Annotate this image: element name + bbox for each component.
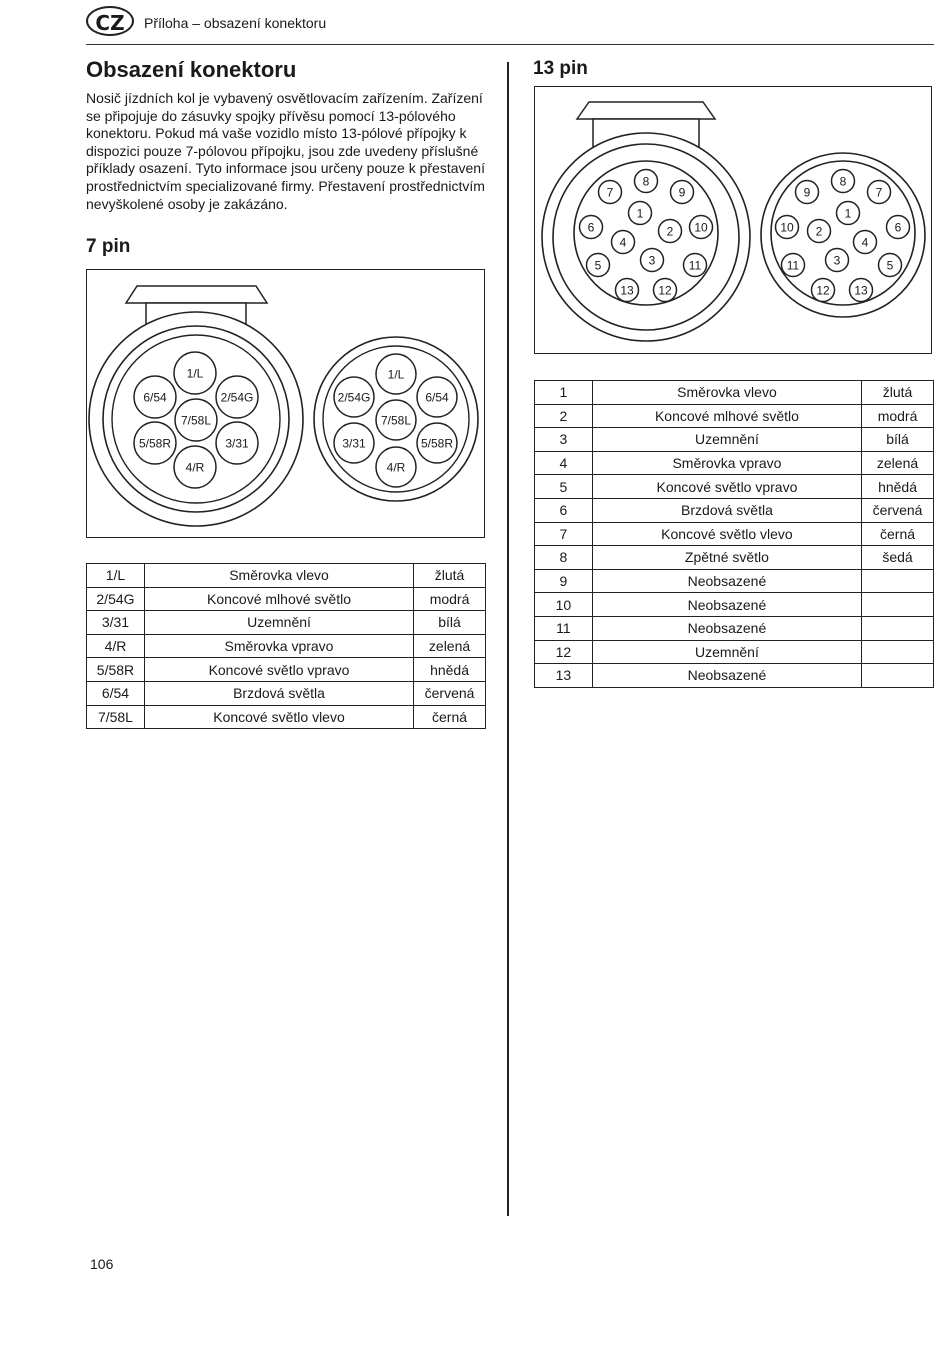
pin-contact [796, 181, 819, 204]
pin-contact [175, 399, 217, 441]
pin-contact [635, 170, 658, 193]
pin-label: 8 [642, 174, 650, 189]
cell-pin: 8 [535, 546, 593, 570]
pin-label: 13 [620, 283, 634, 298]
table-row [535, 475, 934, 499]
pin-contact [854, 231, 877, 254]
cell-color: hnědá [414, 658, 486, 682]
pin-contact [832, 170, 855, 193]
cell-color [862, 569, 934, 593]
cell-pin: 11 [535, 616, 593, 640]
cell-color [862, 640, 934, 664]
cell-function: Koncové světlo vpravo [592, 475, 861, 499]
pin-label: 2/54G [220, 390, 254, 405]
pin-contact [868, 181, 891, 204]
cell-pin: 13 [535, 664, 593, 688]
cell-function: Uzemnění [592, 428, 861, 452]
pin-label: 5/58R [420, 436, 454, 451]
table-row [535, 664, 934, 688]
cell-function: Uzemnění [144, 611, 413, 635]
pin-contact [684, 254, 707, 277]
table-row [535, 546, 934, 570]
pin-label: 3/31 [342, 436, 366, 451]
intro-paragraph: Nosič jízdních kol je vybavený osvětlovacím zařízením. Zařízení se připojuje do zásuvky spojky přívěsu pomocí 13-pólového konektoru. Pokud má vaše vozidlo místo 13-pólové přípojky k dispozici pouze 7-pólovou přípojku, jsou zde uvedeny příslušné příklady osazení. Tyto informace jsou určeny pouze k přestavení prostřednictvím specializované firmy. Přestavení prostřednictvím nevyškolené osoby je zakázáno. [86, 90, 485, 212]
pin-contact [376, 400, 416, 440]
pin-contact [616, 279, 639, 302]
page-number: 106 [90, 1256, 114, 1272]
pin-label: 7/58L [180, 413, 212, 428]
diagram-7pin [86, 269, 485, 538]
pin-label: 3 [833, 253, 841, 268]
table-row [87, 564, 486, 588]
pin-label: 4/R [185, 460, 205, 475]
pin-label: 7 [875, 185, 883, 200]
pin-contact [808, 220, 831, 243]
cell-pin: 1/L [87, 564, 145, 588]
cell-function: Koncové světlo vlevo [144, 705, 413, 729]
column-divider [507, 62, 509, 1216]
pin-label: 10 [780, 220, 794, 235]
cell-pin: 2/54G [87, 587, 145, 611]
cell-pin: 2 [535, 404, 593, 428]
diagram-7pin-svg [87, 270, 486, 539]
cell-color: modrá [862, 404, 934, 428]
cell-function: Brzdová světla [592, 498, 861, 522]
cell-pin: 3 [535, 428, 593, 452]
cell-color: žlutá [862, 381, 934, 405]
table-row [535, 522, 934, 546]
table-row [87, 587, 486, 611]
cell-function: Směrovka vpravo [592, 451, 861, 475]
heading-13pin: 13 pin [533, 58, 588, 79]
socket-7pin-right [314, 337, 478, 501]
cell-function: Neobsazené [592, 569, 861, 593]
table-row [535, 451, 934, 475]
cell-function: Směrovka vpravo [144, 634, 413, 658]
cell-color [862, 593, 934, 617]
cell-color: černá [862, 522, 934, 546]
language-badge: CZ [86, 6, 134, 36]
pin-label: 7/58L [380, 413, 412, 428]
pin-label: 9 [803, 185, 811, 200]
cell-pin: 6/54 [87, 681, 145, 705]
pin-label: 1/L [186, 366, 204, 381]
pin-label: 4 [619, 235, 627, 250]
pin-contact [776, 216, 799, 239]
pin-contact [629, 202, 652, 225]
pin-label: 11 [786, 258, 800, 273]
pin-contact [887, 216, 910, 239]
cell-pin: 9 [535, 569, 593, 593]
pin-contact [174, 446, 216, 488]
cell-color: bílá [414, 611, 486, 635]
table-row [535, 381, 934, 405]
pin-label: 6 [587, 220, 595, 235]
pin-label: 1/L [387, 367, 405, 382]
pin-label: 9 [678, 185, 686, 200]
table-row [87, 705, 486, 729]
table-row [535, 640, 934, 664]
pin-label: 2 [815, 224, 823, 239]
cell-function: Směrovka vlevo [592, 381, 861, 405]
table-row [87, 658, 486, 682]
cell-function: Koncové mlhové světlo [592, 404, 861, 428]
pin-label: 12 [816, 283, 830, 298]
cell-pin: 10 [535, 593, 593, 617]
cell-color: zelená [414, 634, 486, 658]
cell-function: Neobsazené [592, 664, 861, 688]
cell-pin: 6 [535, 498, 593, 522]
cell-pin: 5 [535, 475, 593, 499]
section-title: Obsazení konektoru [86, 57, 297, 82]
pin-contact [334, 423, 374, 463]
cell-color: černá [414, 705, 486, 729]
pin-label: 13 [854, 283, 868, 298]
pin-label: 6/54 [143, 390, 167, 405]
pin-label: 1 [844, 206, 852, 221]
diagram-13pin-svg [535, 87, 933, 355]
pin-label: 7 [606, 185, 614, 200]
pin-label: 11 [688, 258, 702, 273]
pin-contact [417, 423, 457, 463]
cell-pin: 7 [535, 522, 593, 546]
pin-contact [134, 422, 176, 464]
pin-label: 5 [594, 258, 602, 273]
table-row [87, 611, 486, 635]
pin-contact [782, 254, 805, 277]
socket-7pin-left [89, 286, 303, 526]
pin-label: 1 [636, 206, 644, 221]
page-header [86, 6, 934, 45]
pin-label: 4 [861, 235, 869, 250]
pin-contact [612, 231, 635, 254]
table-row [535, 404, 934, 428]
socket-13pin-right [761, 153, 925, 317]
cell-pin: 4 [535, 451, 593, 475]
cell-color: žlutá [414, 564, 486, 588]
cell-function: Neobsazené [592, 593, 861, 617]
cell-color: bílá [862, 428, 934, 452]
pin-label: 2/54G [337, 390, 371, 405]
pin-label: 4/R [386, 460, 406, 475]
pin-contact [216, 422, 258, 464]
pin-contact [174, 352, 216, 394]
pin-contact [599, 181, 622, 204]
pin-table-7 [86, 563, 486, 729]
cell-pin: 4/R [87, 634, 145, 658]
cell-pin: 3/31 [87, 611, 145, 635]
heading-7pin: 7 pin [86, 236, 131, 257]
cell-pin: 1 [535, 381, 593, 405]
pin-label: 12 [658, 283, 672, 298]
diagram-13pin [534, 86, 932, 354]
cell-color [862, 664, 934, 688]
pin-contact [850, 279, 873, 302]
cell-function: Brzdová světla [144, 681, 413, 705]
pin-contact [879, 254, 902, 277]
cell-function: Koncové světlo vlevo [592, 522, 861, 546]
pin-label: 10 [694, 220, 708, 235]
table-row [535, 569, 934, 593]
pin-contact [641, 249, 664, 272]
cell-color [862, 616, 934, 640]
pin-contact [826, 249, 849, 272]
cell-function: Koncové světlo vpravo [144, 658, 413, 682]
pin-contact [690, 216, 713, 239]
pin-contact [587, 254, 610, 277]
cell-color: zelená [862, 451, 934, 475]
pin-contact [654, 279, 677, 302]
socket-13pin-left [542, 102, 750, 341]
pin-label: 5/58R [138, 436, 172, 451]
cell-function: Koncové mlhové světlo [144, 587, 413, 611]
pin-contact [376, 354, 416, 394]
table-row [87, 634, 486, 658]
table-row [535, 498, 934, 522]
cell-function: Uzemnění [592, 640, 861, 664]
pin-contact [671, 181, 694, 204]
cell-color: šedá [862, 546, 934, 570]
pin-contact [580, 216, 603, 239]
pin-contact [837, 202, 860, 225]
pin-table-13 [534, 380, 934, 688]
cell-pin: 12 [535, 640, 593, 664]
cell-function: Zpětné světlo [592, 546, 861, 570]
table-row [87, 681, 486, 705]
cell-function: Neobsazené [592, 616, 861, 640]
cell-color: červená [862, 498, 934, 522]
cell-function: Směrovka vlevo [144, 564, 413, 588]
cell-pin: 7/58L [87, 705, 145, 729]
pin-label: 3/31 [225, 436, 249, 451]
cell-color: červená [414, 681, 486, 705]
header-title: Příloha – obsazení konektoru [144, 15, 327, 31]
pin-label: 2 [666, 224, 674, 239]
pin-contact [134, 376, 176, 418]
pin-label: 3 [648, 253, 656, 268]
pin-label: 6 [894, 220, 902, 235]
pin-label: 6/54 [425, 390, 449, 405]
pin-contact [812, 279, 835, 302]
pin-label: 5 [886, 258, 894, 273]
pin-contact [334, 377, 374, 417]
table-row [535, 428, 934, 452]
pin-contact [659, 220, 682, 243]
cell-pin: 5/58R [87, 658, 145, 682]
pin-contact [417, 377, 457, 417]
pin-contact [376, 447, 416, 487]
pin-label: 8 [839, 174, 847, 189]
cell-color: hnědá [862, 475, 934, 499]
table-row [535, 593, 934, 617]
cell-color: modrá [414, 587, 486, 611]
pin-contact [216, 376, 258, 418]
table-row [535, 616, 934, 640]
